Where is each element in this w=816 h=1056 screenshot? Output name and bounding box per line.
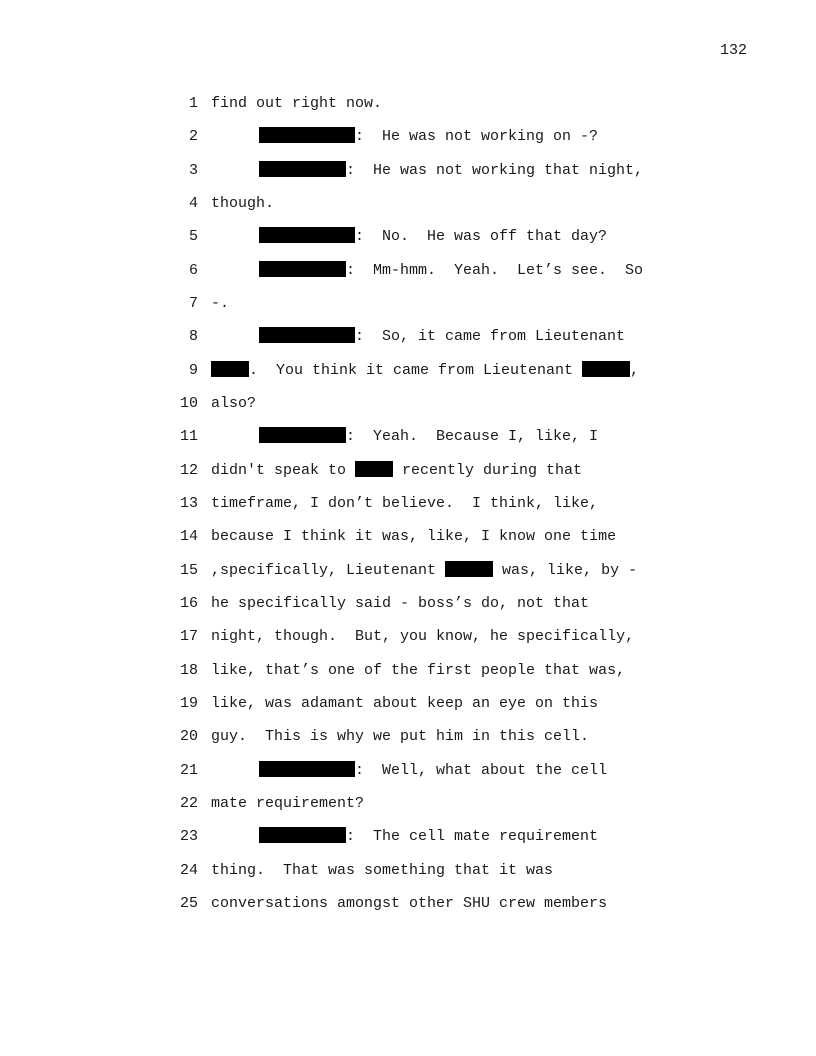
redacted-name — [211, 361, 249, 377]
line-number: 4 — [188, 195, 198, 212]
transcript-line — [0, 827, 599, 847]
line-text: . You think it came from Lieutenant — [249, 362, 583, 379]
redacted-name — [582, 361, 630, 377]
line-number: 12 — [179, 462, 198, 479]
transcript-line — [0, 394, 257, 414]
redacted-speaker-name — [259, 261, 346, 277]
line-text: mate requirement? — [211, 795, 365, 812]
transcript-line — [0, 427, 599, 447]
line-text-container — [211, 561, 637, 581]
transcript-line — [0, 494, 599, 514]
line-text: also? — [211, 395, 257, 412]
line-text: recently during that — [393, 462, 583, 479]
transcript-line — [0, 94, 383, 114]
line-text: : The cell mate requirement — [346, 828, 599, 845]
transcript-line — [0, 861, 554, 881]
transcript-line — [0, 627, 635, 647]
line-number: 8 — [188, 328, 198, 345]
line-text: , — [630, 362, 640, 379]
line-number: 5 — [188, 228, 198, 245]
transcript-line — [0, 361, 640, 381]
line-number: 9 — [188, 362, 198, 379]
transcript-line — [0, 761, 608, 781]
transcript-line — [0, 594, 590, 614]
transcript-line — [0, 794, 365, 814]
line-number: 13 — [179, 495, 198, 512]
line-number: 14 — [179, 528, 198, 545]
line-text: though. — [211, 195, 275, 212]
line-text: : So, it came from Lieutenant — [355, 328, 626, 345]
transcript-line — [0, 327, 626, 347]
transcript-line — [0, 261, 644, 281]
line-text: : Well, what about the cell — [355, 762, 608, 779]
redacted-speaker-name — [259, 161, 346, 177]
line-text: : Yeah. Because I, like, I — [346, 428, 599, 445]
line-text: like, that’s one of the first people that was, — [211, 662, 626, 679]
line-text: didn't speak to — [211, 462, 356, 479]
transcript-line — [0, 894, 608, 914]
line-number: 10 — [179, 395, 198, 412]
line-number: 17 — [179, 628, 198, 645]
line-number: 24 — [179, 862, 198, 879]
line-text: ,specifically, Lieutenant — [211, 562, 446, 579]
transcript-line — [0, 527, 617, 547]
line-text: like, was adamant about keep an eye on this — [211, 695, 599, 712]
redacted-name — [355, 461, 393, 477]
line-text: conversations amongst other SHU crew members — [211, 895, 608, 912]
line-text-container — [211, 427, 598, 447]
line-text: : He was not working that night, — [346, 162, 644, 179]
line-text: because I think it was, like, I know one time — [211, 528, 617, 545]
redacted-speaker-name — [259, 327, 355, 343]
line-text: : He was not working on -? — [355, 128, 599, 145]
line-text-container — [211, 127, 598, 147]
line-number: 18 — [179, 662, 198, 679]
line-text-container — [211, 827, 598, 847]
transcript-line — [0, 461, 583, 481]
line-number: 7 — [188, 295, 198, 312]
transcript-line — [0, 727, 590, 747]
line-number: 25 — [179, 895, 198, 912]
line-text-container — [211, 361, 639, 381]
line-text: guy. This is why we put him in this cell. — [211, 728, 590, 745]
page-number: 132 — [720, 42, 748, 59]
transcript-line — [0, 694, 599, 714]
line-number: 15 — [179, 562, 198, 579]
line-number: 3 — [188, 162, 198, 179]
line-text: he specifically said - boss’s do, not that — [211, 595, 590, 612]
line-text-container — [211, 261, 643, 281]
transcript-line — [0, 661, 626, 681]
transcript-line — [0, 194, 275, 214]
transcript-line — [0, 127, 599, 147]
line-number: 1 — [188, 95, 198, 112]
line-number: 6 — [188, 262, 198, 279]
redacted-speaker-name — [259, 427, 346, 443]
line-text-container — [211, 327, 625, 347]
transcript-line — [0, 161, 644, 181]
transcript-line — [0, 294, 230, 314]
line-text-container — [211, 227, 607, 247]
line-number: 19 — [179, 695, 198, 712]
line-text: was, like, by - — [493, 562, 638, 579]
line-number: 11 — [179, 428, 198, 445]
line-text: : No. He was off that day? — [355, 228, 608, 245]
line-number: 2 — [188, 128, 198, 145]
line-number: 23 — [179, 828, 198, 845]
redacted-speaker-name — [259, 761, 355, 777]
line-text-container — [211, 761, 607, 781]
line-text: find out right now. — [211, 95, 383, 112]
line-number: 20 — [179, 728, 198, 745]
transcript-line — [0, 561, 638, 581]
line-text-container — [211, 461, 582, 481]
line-number: 21 — [179, 762, 198, 779]
line-number: 16 — [179, 595, 198, 612]
redacted-speaker-name — [259, 227, 355, 243]
redacted-speaker-name — [259, 127, 355, 143]
line-text: timeframe, I don’t believe. I think, like, — [211, 495, 599, 512]
line-text-container — [211, 161, 643, 181]
line-number: 22 — [179, 795, 198, 812]
line-text: thing. That was something that it was — [211, 862, 554, 879]
redacted-name — [445, 561, 493, 577]
line-text: : Mm-hmm. Yeah. Let’s see. So — [346, 262, 644, 279]
redacted-speaker-name — [259, 827, 346, 843]
line-text: -. — [211, 295, 230, 312]
line-text: night, though. But, you know, he specifically, — [211, 628, 635, 645]
transcript-line — [0, 227, 608, 247]
